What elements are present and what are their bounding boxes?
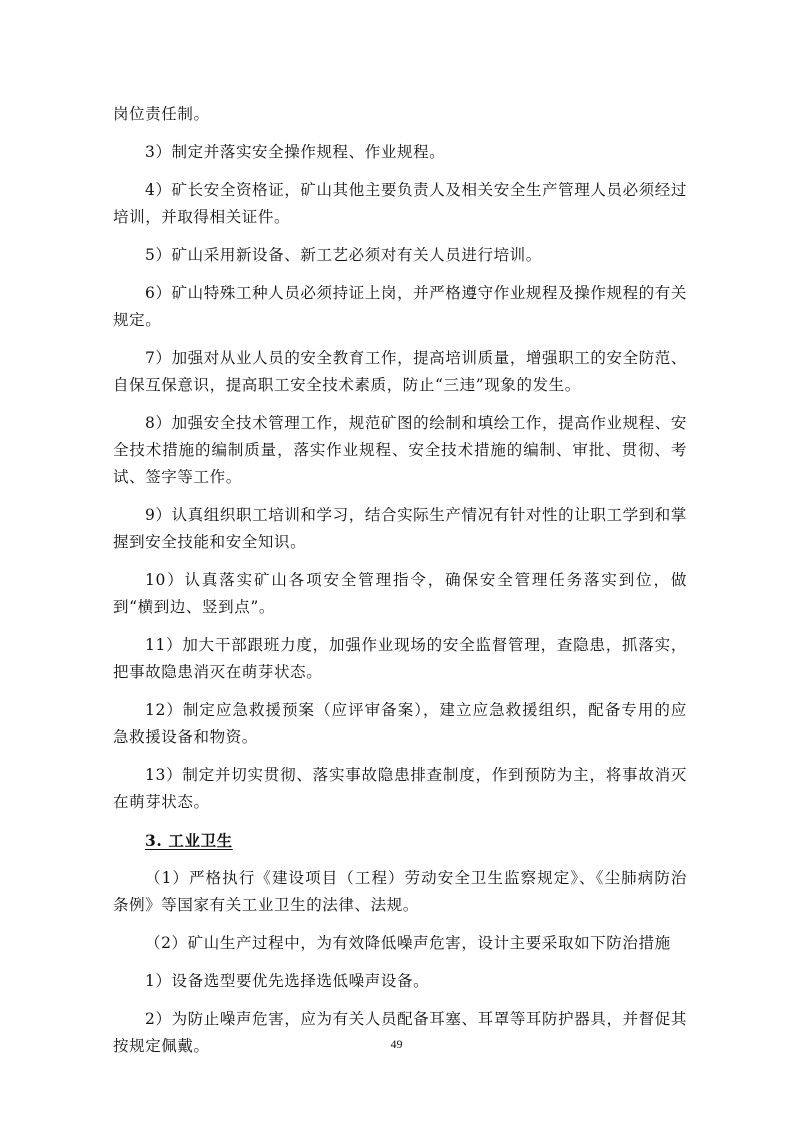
list-item: （2）矿山生产过程中，为有效降低噪声危害，设计主要采取如下防治措施 xyxy=(145,934,671,952)
list-item: 10）认真落实矿山各项安全管理指令，确保安全管理任务落实到位，做到“横到边、竖到点”。 xyxy=(113,571,687,616)
list-item: 4）矿长安全资格证，矿山其他主要负责人及相关安全生产管理人员必须经过培训，并取得相关证件。 xyxy=(113,181,687,226)
list-item: 12）制定应急救援预案（应评审备案），建立应急救援组织，配备专用的应急救援设备和物资。 xyxy=(113,701,687,746)
list-item: 8）加强安全技术管理工作，规范矿图的绘制和填绘工作，提高作业规程、安全技术措施的编制质量，落实作业规程、安全技术措施的编制、审批、贯彻、考试、签字等工作。 xyxy=(113,414,687,486)
list-item: （1）严格执行《建设项目（工程）劳动安全卫生监察规定》、《尘肺病防治条例》等国家有关工业卫生的法律、法规。 xyxy=(113,869,687,914)
list-item: 13）制定并切实贯彻、落实事故隐患排查制度，作到预防为主，将事故消灭在萌芽状态。 xyxy=(113,766,687,811)
page-number: 49 xyxy=(390,1037,403,1051)
list-item: 7）加强对从业人员的安全教育工作，提高培训质量，增强职工的安全防范、自保互保意识，提高职工安全技术素质，防止“三违”现象的发生。 xyxy=(113,349,687,394)
list-item: 2）为防止噪声危害，应为有关人员配备耳塞、耳罩等耳防护器具，并督促其按规定佩戴。 xyxy=(113,1010,687,1055)
list-item: 11）加大干部跟班力度，加强作业现场的安全监督管理，查隐患，抓落实，把事故隐患消灭在萌芽状态。 xyxy=(113,636,687,681)
list-item: 1）设备选型要优先选择选低噪声设备。 xyxy=(145,972,430,990)
list-item: 9）认真组织职工培训和学习，结合实际生产情况有针对性的让职工学到和掌握到安全技能和安全知识。 xyxy=(113,506,687,551)
list-item: 6）矿山特殊工种人员必须持证上岗，并严格遵守作业规程及操作规程的有关规定。 xyxy=(113,284,687,329)
section-heading-text: 3. 工业卫生 xyxy=(145,831,233,850)
page-body xyxy=(113,101,687,1071)
list-item: 3）制定并落实安全操作规程、作业规程。 xyxy=(145,143,446,161)
section-heading xyxy=(113,827,687,854)
list-item: 5）矿山采用新设备、新工艺必须对有关人员进行培训。 xyxy=(145,246,542,264)
continuation-paragraph: 岗位责任制。 xyxy=(113,105,210,123)
